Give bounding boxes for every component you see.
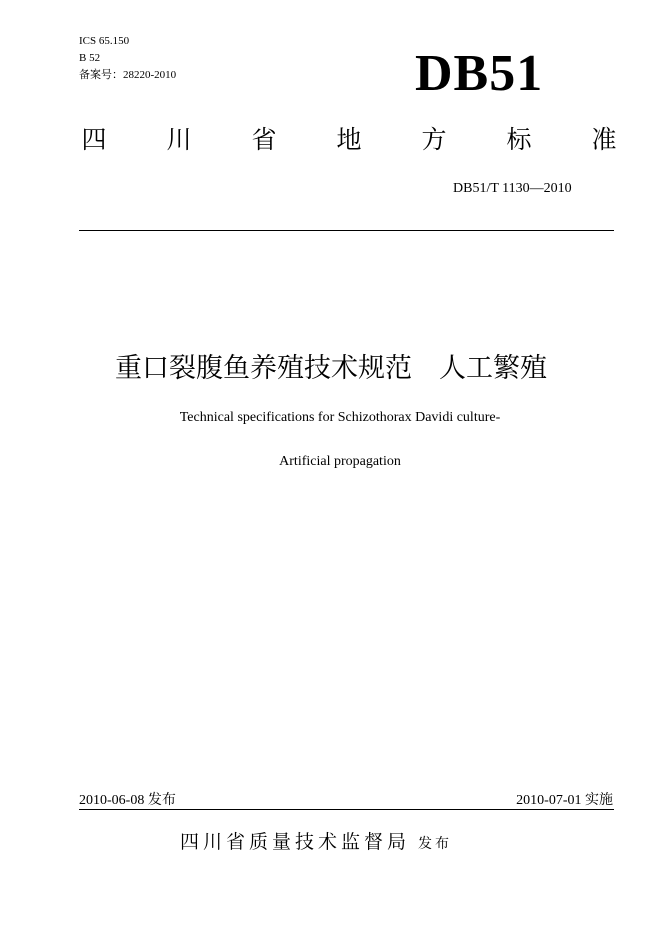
issuer-suffix: 发布 [418,836,453,852]
db-logo: DB51 [415,45,544,102]
standard-type-char: 川 [166,125,192,154]
implementation-date: 2010-07-01 实施 [516,793,613,808]
standard-type-char: 标 [506,125,532,154]
ics-code: ICS 65.150 [79,35,130,47]
filing-number: 备案号：28220-2010 [79,69,177,81]
document-title-chinese: 重口裂腹鱼养殖技术规范 人工繁殖 [115,353,547,384]
standard-type-heading [79,122,619,158]
issue-date: 2010-06-08 发布 [79,793,176,808]
footer-divider [79,809,614,810]
standard-type-char: 地 [336,125,362,154]
document-title-english-line1: Technical specifications for Schizothorax Davidi culture- [179,410,501,425]
ccs-code: B 52 [79,52,101,64]
header-divider [79,230,614,231]
standard-type-char: 方 [421,125,447,154]
standard-type-char: 省 [251,125,277,154]
issuer-line [180,827,452,854]
standard-number: DB51/T 1130—2010 [453,181,572,196]
standard-type-char: 四 [81,125,107,154]
issuer-name: 四川省质量技术监督局 [180,831,411,853]
standard-type-char: 准 [591,125,617,154]
document-title-english-line2: Artificial propagation [279,454,401,469]
